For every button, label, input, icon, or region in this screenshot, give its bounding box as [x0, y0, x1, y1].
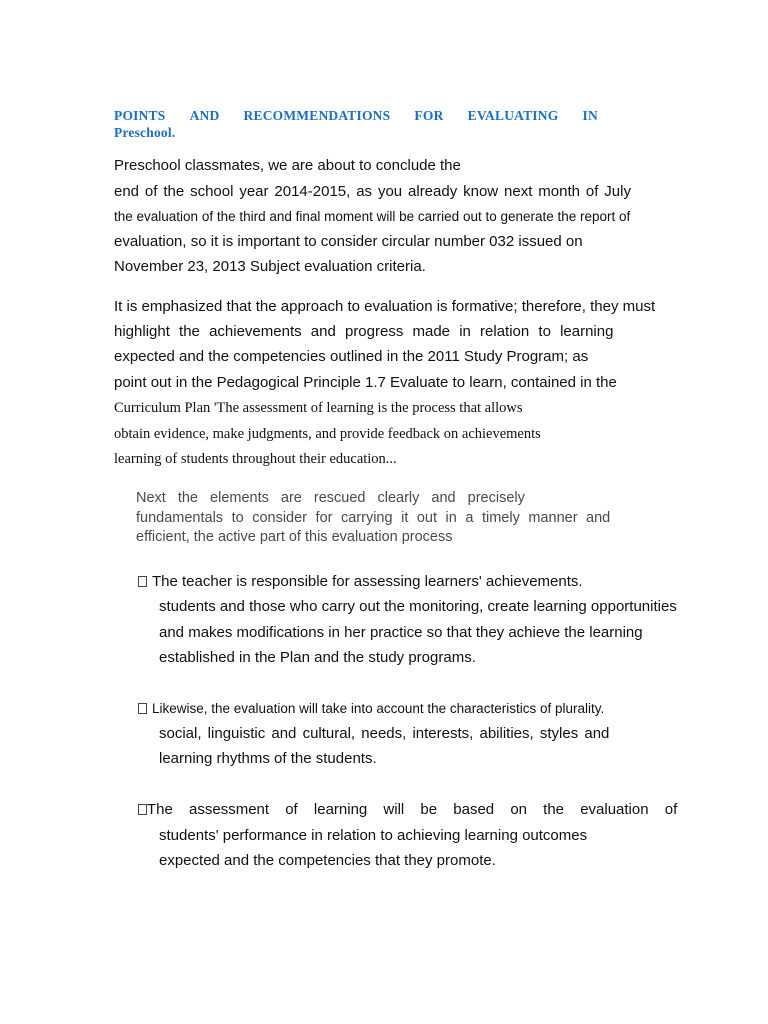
bullet-box-icon	[138, 703, 147, 714]
paragraph1-line: evaluation, so it is important to consider circular number 032 issued on	[114, 233, 583, 250]
word: of	[585, 183, 599, 200]
bullet-text: students and those who carry out the monitoring, create learning opportunities	[159, 598, 677, 615]
word: the	[163, 183, 185, 200]
word: school	[190, 183, 234, 200]
paragraph2-line: Curriculum Plan 'The assessment of learning is the process that allows	[114, 400, 523, 416]
intro-line: efficient, the active part of this evaluation process	[136, 529, 453, 545]
bullet-text: social, linguistic and cultural, needs, interests, abilities, styles and	[159, 725, 610, 742]
paragraph1-line: November 23, 2013 Subject evaluation criteria.	[114, 258, 426, 275]
word: end	[114, 183, 140, 200]
bullet-text: Likewise, the evaluation will take into account the characteristics of plurality.	[152, 701, 605, 716]
bullet-text: The teacher is responsible for assessing learners' achievements.	[152, 573, 583, 590]
paragraph1-line: the evaluation of the third and final moment will be carried out to generate the report of	[114, 209, 631, 224]
title-word: EVALUATING	[467, 108, 559, 123]
word: know	[463, 183, 499, 200]
bullet-text: learning rhythms of the students.	[159, 750, 377, 767]
paragraph2-line: point out in the Pedagogical Principle 1.7 Evaluate to learn, contained in the	[114, 374, 617, 391]
bullet-item	[138, 801, 677, 819]
bullet-item	[138, 573, 583, 591]
bullet-text: The assessment of learning will be based on the evaluation of	[147, 801, 678, 818]
word: as	[356, 183, 373, 200]
title-word: FOR	[414, 108, 444, 123]
title-word: POINTS	[114, 108, 166, 123]
paragraph2-line: obtain evidence, make judgments, and provide feedback on achievements	[114, 426, 541, 442]
title-word: IN	[582, 108, 598, 123]
paragraph2-line: highlight the achievements and progress made in relation to learning	[114, 323, 614, 340]
word: July	[604, 183, 631, 200]
bullet-text: expected and the competencies that they promote.	[159, 852, 496, 869]
bullet-box-icon	[138, 804, 147, 815]
word: year	[239, 183, 269, 200]
title-line-1	[114, 108, 598, 124]
title-line-2: Preschool.	[114, 125, 176, 140]
bullet-item	[138, 700, 604, 718]
paragraph2-line: expected and the competencies outlined in the 2011 Study Program; as	[114, 348, 589, 365]
bullet-text: and makes modifications in her practice so that they achieve the learning	[159, 624, 643, 641]
title-word: RECOMMENDATIONS	[243, 108, 391, 123]
paragraph2-line: learning of students throughout their education...	[114, 451, 397, 467]
paragraph2-line: It is emphasized that the approach to evaluation is formative; therefore, they must	[114, 298, 656, 315]
word: of	[144, 183, 158, 200]
word: month	[538, 183, 580, 200]
paragraph1-line: Preschool classmates, we are about to conclude the	[114, 157, 461, 174]
word: next	[504, 183, 533, 200]
word: already	[408, 183, 458, 200]
bullet-text: established in the Plan and the study programs.	[159, 649, 476, 666]
word: 2014-2015,	[274, 183, 351, 200]
intro-line: Next the elements are rescued clearly and precisely	[136, 490, 525, 506]
bullet-box-icon	[138, 576, 147, 587]
title-word: AND	[189, 108, 220, 123]
paragraph1-line	[114, 183, 631, 201]
bullet-text: students' performance in relation to achieving learning outcomes	[159, 827, 588, 844]
word: you	[377, 183, 403, 200]
intro-line: fundamentals to consider for carrying it out in a timely manner and	[136, 510, 611, 526]
